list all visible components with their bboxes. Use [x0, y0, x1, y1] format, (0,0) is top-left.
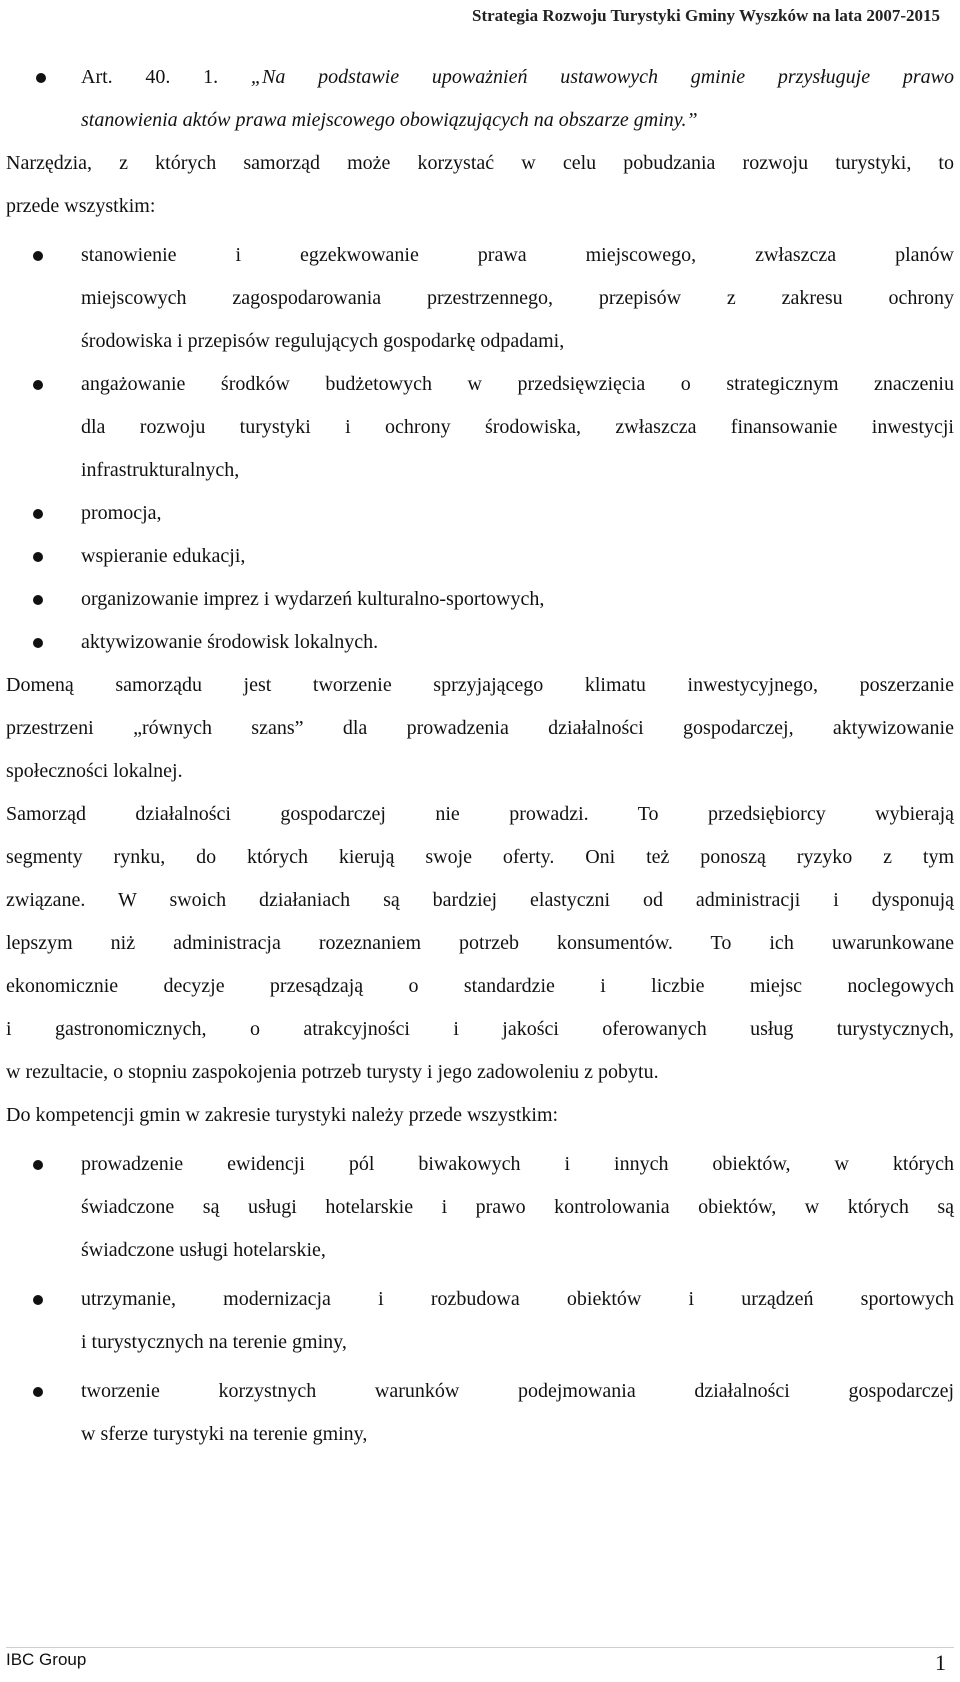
- list2-item-2-line-1: utrzymanie, modernizacja i rozbudowa obiektów i urządzeń sportowych: [6, 1278, 954, 1321]
- page-number: 1: [935, 1650, 946, 1675]
- footer-divider: [6, 1647, 954, 1648]
- list1-item-1-line-3: środowiska i przepisów regulujących gospodarkę odpadami,: [81, 330, 565, 352]
- page-content: [6, 56, 954, 1456]
- samorzad-line-6: i gastronomicznych, o atrakcyjności i jakości oferowanych usług turystycznych,: [6, 1018, 954, 1040]
- list1-item-2-line-2: dla rozwoju turystyki i ochrony środowiska, zwłaszcza finansowanie inwestycji: [81, 416, 954, 438]
- running-header: Strategia Rozwoju Turystyki Gminy Wyszków na lata 2007-2015: [472, 6, 940, 25]
- list2-item-1-line-1: prowadzenie ewidencji pól biwakowych i innych obiektów, w których: [6, 1143, 954, 1186]
- list1-item-3: promocja,: [6, 492, 954, 535]
- intro-line-2: przede wszystkim:: [6, 195, 156, 217]
- samorzad-line-7: w rezultacie, o stopniu zaspokojenia potrzeb turysty i jego zadowoleniu z pobytu.: [6, 1061, 659, 1083]
- footer-company: IBC Group: [6, 1650, 87, 1669]
- samorzad-line-2: segmenty rynku, do których kierują swoje oferty. Oni też ponoszą ryzyko z tym: [6, 846, 954, 868]
- list2-item-3-line-2: w sferze turystyki na terenie gminy,: [81, 1423, 368, 1445]
- list2-item-3-line-1: tworzenie korzystnych warunków podejmowania działalności gospodarczej: [6, 1370, 954, 1413]
- list1-item-4: wspieranie edukacji,: [6, 535, 954, 578]
- list2-item-2-line-2: i turystycznych na terenie gminy,: [81, 1331, 347, 1353]
- list1-item-2-line-1: angażowanie środków budżetowych w przedsięwzięcia o strategicznym znaczeniu: [6, 363, 954, 406]
- intro-line-1: Narzędzia, z których samorząd może korzystać w celu pobudzania rozwoju turystyki, to: [6, 152, 954, 174]
- art-text-1: Art. 40. 1. „Na podstawie upoważnień ustawowych gminie przysługuje prawo: [81, 66, 954, 88]
- art-text-2: stanowienia aktów prawa miejscowego obowiązujących na obszarze gminy.”: [81, 109, 698, 131]
- samorzad-line-1: Samorząd działalności gospodarczej nie prowadzi. To przedsiębiorcy wybierają: [6, 803, 954, 825]
- art-line-2: [6, 99, 954, 142]
- list1-item-6: aktywizowanie środowisk lokalnych.: [6, 621, 954, 664]
- samorzad-line-5: ekonomicznie decyzje przesądzają o standardzie i liczbie miejsc noclegowych: [6, 975, 954, 997]
- list2-item-1-line-2: świadczone są usługi hotelarskie i prawo kontrolowania obiektów, w których są: [81, 1196, 954, 1218]
- list2-item-1-line-3: świadczone usługi hotelarskie,: [81, 1239, 326, 1261]
- list1-item-5: organizowanie imprez i wydarzeń kulturalno-sportowych,: [6, 578, 954, 621]
- domena-line-3: społeczności lokalnej.: [6, 760, 183, 782]
- competence-intro: Do kompetencji gmin w zakresie turystyki należy przede wszystkim:: [6, 1104, 559, 1126]
- samorzad-line-3: związane. W swoich działaniach są bardziej elastyczni od administracji i dysponują: [6, 889, 954, 911]
- art-line-1: [6, 56, 954, 99]
- samorzad-line-4: lepszym niż administracja rozeznaniem potrzeb konsumentów. To ich uwarunkowane: [6, 932, 954, 954]
- list1-item-2-line-3: infrastrukturalnych,: [81, 459, 240, 481]
- domena-line-2: przestrzeni „równych szans” dla prowadzenia działalności gospodarczej, aktywizowanie: [6, 717, 954, 739]
- domena-line-1: Domeną samorządu jest tworzenie sprzyjającego klimatu inwestycyjnego, poszerzanie: [6, 674, 954, 696]
- list1-item-1-line-2: miejscowych zagospodarowania przestrzennego, przepisów z zakresu ochrony: [81, 287, 954, 309]
- list1-item-1-line-1: stanowienie i egzekwowanie prawa miejscowego, zwłaszcza planów: [6, 234, 954, 277]
